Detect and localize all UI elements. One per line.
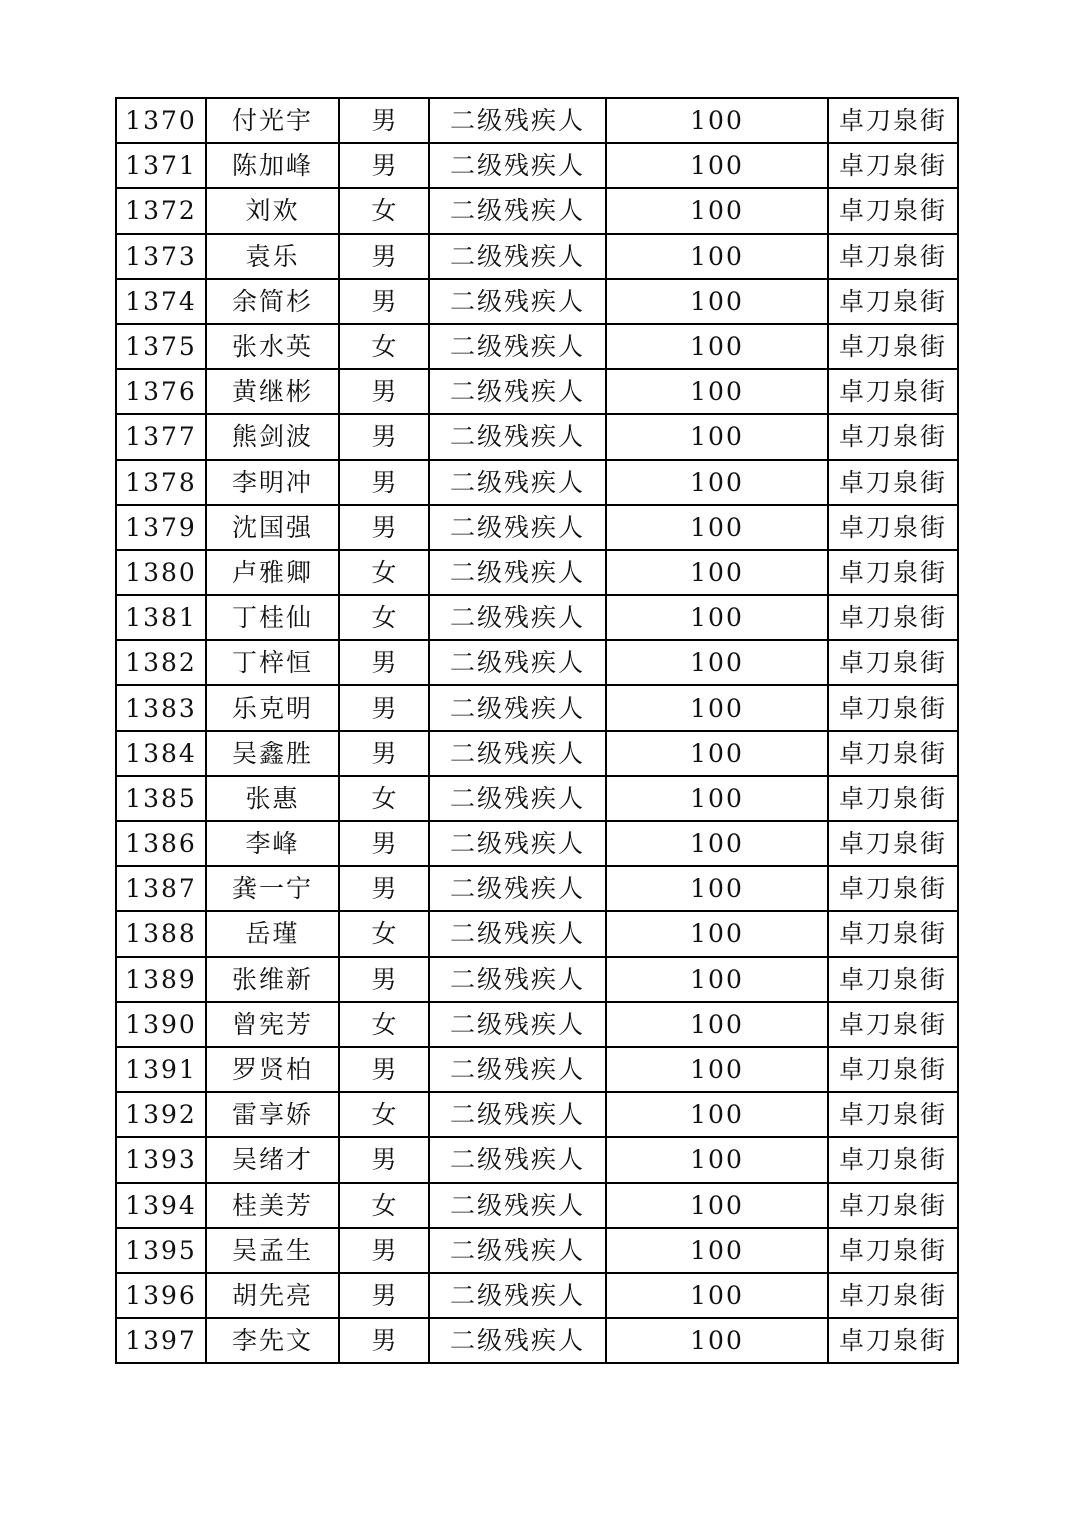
- gender-cell: 男: [339, 505, 429, 550]
- amount-cell: 100: [606, 821, 828, 866]
- street-cell: 卓刀泉街: [828, 911, 958, 956]
- gender-cell: 男: [339, 1273, 429, 1318]
- gender-cell: 男: [339, 1047, 429, 1092]
- table-row: [116, 731, 958, 776]
- gender-cell: 女: [339, 1092, 429, 1137]
- amount-cell: 100: [606, 1183, 828, 1228]
- gender-cell: 男: [339, 1318, 429, 1363]
- table-row: [116, 1273, 958, 1318]
- amount-cell: 100: [606, 640, 828, 685]
- amount-cell: 100: [606, 369, 828, 414]
- disability-level-cell: 二级残疾人: [429, 821, 606, 866]
- amount-cell: 100: [606, 1047, 828, 1092]
- serial-number-cell: 1393: [116, 1137, 206, 1182]
- person-name-cell: 曾宪芳: [206, 1002, 339, 1047]
- disability-level-cell: 二级残疾人: [429, 98, 606, 143]
- amount-cell: 100: [606, 1002, 828, 1047]
- disability-level-cell: 二级残疾人: [429, 640, 606, 685]
- gender-cell: 男: [339, 369, 429, 414]
- table-row: [116, 324, 958, 369]
- table-row: [116, 505, 958, 550]
- person-name-cell: 张维新: [206, 957, 339, 1002]
- street-cell: 卓刀泉街: [828, 1137, 958, 1182]
- street-cell: 卓刀泉街: [828, 1273, 958, 1318]
- disability-level-cell: 二级残疾人: [429, 460, 606, 505]
- street-cell: 卓刀泉街: [828, 1318, 958, 1363]
- disability-level-cell: 二级残疾人: [429, 188, 606, 233]
- street-cell: 卓刀泉街: [828, 1002, 958, 1047]
- gender-cell: 女: [339, 188, 429, 233]
- disability-level-cell: 二级残疾人: [429, 1273, 606, 1318]
- person-name-cell: 卢雅卿: [206, 550, 339, 595]
- disability-level-cell: 二级残疾人: [429, 234, 606, 279]
- disability-level-cell: 二级残疾人: [429, 1318, 606, 1363]
- amount-cell: 100: [606, 1273, 828, 1318]
- serial-number-cell: 1371: [116, 143, 206, 188]
- subsidy-table: [115, 97, 959, 1364]
- amount-cell: 100: [606, 98, 828, 143]
- serial-number-cell: 1390: [116, 1002, 206, 1047]
- gender-cell: 男: [339, 234, 429, 279]
- person-name-cell: 刘欢: [206, 188, 339, 233]
- table-row: [116, 460, 958, 505]
- disability-level-cell: 二级残疾人: [429, 1137, 606, 1182]
- person-name-cell: 熊剑波: [206, 414, 339, 459]
- gender-cell: 男: [339, 143, 429, 188]
- street-cell: 卓刀泉街: [828, 279, 958, 324]
- person-name-cell: 陈加峰: [206, 143, 339, 188]
- serial-number-cell: 1370: [116, 98, 206, 143]
- person-name-cell: 吴孟生: [206, 1228, 339, 1273]
- person-name-cell: 丁桂仙: [206, 595, 339, 640]
- amount-cell: 100: [606, 866, 828, 911]
- street-cell: 卓刀泉街: [828, 1047, 958, 1092]
- person-name-cell: 张惠: [206, 776, 339, 821]
- amount-cell: 100: [606, 143, 828, 188]
- amount-cell: 100: [606, 685, 828, 730]
- table-body: [116, 98, 958, 1363]
- person-name-cell: 吴绪才: [206, 1137, 339, 1182]
- serial-number-cell: 1381: [116, 595, 206, 640]
- serial-number-cell: 1376: [116, 369, 206, 414]
- disability-level-cell: 二级残疾人: [429, 1047, 606, 1092]
- amount-cell: 100: [606, 776, 828, 821]
- street-cell: 卓刀泉街: [828, 369, 958, 414]
- amount-cell: 100: [606, 911, 828, 956]
- serial-number-cell: 1392: [116, 1092, 206, 1137]
- table-row: [116, 866, 958, 911]
- disability-level-cell: 二级残疾人: [429, 866, 606, 911]
- disability-level-cell: 二级残疾人: [429, 1228, 606, 1273]
- street-cell: 卓刀泉街: [828, 731, 958, 776]
- disability-level-cell: 二级残疾人: [429, 685, 606, 730]
- table-row: [116, 414, 958, 459]
- table-row: [116, 821, 958, 866]
- person-name-cell: 沈国强: [206, 505, 339, 550]
- street-cell: 卓刀泉街: [828, 460, 958, 505]
- gender-cell: 男: [339, 1137, 429, 1182]
- person-name-cell: 罗贤柏: [206, 1047, 339, 1092]
- amount-cell: 100: [606, 731, 828, 776]
- street-cell: 卓刀泉街: [828, 1228, 958, 1273]
- person-name-cell: 张水英: [206, 324, 339, 369]
- disability-level-cell: 二级残疾人: [429, 324, 606, 369]
- table-row: [116, 1137, 958, 1182]
- street-cell: 卓刀泉街: [828, 188, 958, 233]
- table-row: [116, 957, 958, 1002]
- gender-cell: 女: [339, 324, 429, 369]
- gender-cell: 男: [339, 279, 429, 324]
- gender-cell: 女: [339, 595, 429, 640]
- gender-cell: 女: [339, 776, 429, 821]
- serial-number-cell: 1394: [116, 1183, 206, 1228]
- person-name-cell: 龚一宁: [206, 866, 339, 911]
- gender-cell: 女: [339, 1183, 429, 1228]
- table-row: [116, 1228, 958, 1273]
- gender-cell: 男: [339, 460, 429, 505]
- person-name-cell: 岳瑾: [206, 911, 339, 956]
- serial-number-cell: 1379: [116, 505, 206, 550]
- amount-cell: 100: [606, 1092, 828, 1137]
- amount-cell: 100: [606, 1137, 828, 1182]
- street-cell: 卓刀泉街: [828, 143, 958, 188]
- person-name-cell: 余简杉: [206, 279, 339, 324]
- disability-level-cell: 二级残疾人: [429, 550, 606, 595]
- disability-level-cell: 二级残疾人: [429, 731, 606, 776]
- table-row: [116, 234, 958, 279]
- gender-cell: 女: [339, 1002, 429, 1047]
- disability-level-cell: 二级残疾人: [429, 143, 606, 188]
- street-cell: 卓刀泉街: [828, 957, 958, 1002]
- person-name-cell: 桂美芳: [206, 1183, 339, 1228]
- street-cell: 卓刀泉街: [828, 505, 958, 550]
- gender-cell: 男: [339, 731, 429, 776]
- person-name-cell: 付光宇: [206, 98, 339, 143]
- disability-level-cell: 二级残疾人: [429, 414, 606, 459]
- person-name-cell: 黄继彬: [206, 369, 339, 414]
- gender-cell: 女: [339, 550, 429, 595]
- amount-cell: 100: [606, 324, 828, 369]
- table-row: [116, 279, 958, 324]
- person-name-cell: 袁乐: [206, 234, 339, 279]
- amount-cell: 100: [606, 414, 828, 459]
- person-name-cell: 李峰: [206, 821, 339, 866]
- serial-number-cell: 1382: [116, 640, 206, 685]
- street-cell: 卓刀泉街: [828, 234, 958, 279]
- serial-number-cell: 1386: [116, 821, 206, 866]
- serial-number-cell: 1383: [116, 685, 206, 730]
- person-name-cell: 胡先亮: [206, 1273, 339, 1318]
- person-name-cell: 李先文: [206, 1318, 339, 1363]
- disability-level-cell: 二级残疾人: [429, 595, 606, 640]
- amount-cell: 100: [606, 1318, 828, 1363]
- gender-cell: 男: [339, 821, 429, 866]
- street-cell: 卓刀泉街: [828, 640, 958, 685]
- serial-number-cell: 1375: [116, 324, 206, 369]
- street-cell: 卓刀泉街: [828, 98, 958, 143]
- gender-cell: 男: [339, 414, 429, 459]
- street-cell: 卓刀泉街: [828, 1092, 958, 1137]
- table-row: [116, 776, 958, 821]
- amount-cell: 100: [606, 460, 828, 505]
- amount-cell: 100: [606, 1228, 828, 1273]
- disability-level-cell: 二级残疾人: [429, 279, 606, 324]
- serial-number-cell: 1396: [116, 1273, 206, 1318]
- gender-cell: 男: [339, 98, 429, 143]
- table-row: [116, 98, 958, 143]
- amount-cell: 100: [606, 505, 828, 550]
- table-row: [116, 1047, 958, 1092]
- serial-number-cell: 1387: [116, 866, 206, 911]
- table-row: [116, 550, 958, 595]
- street-cell: 卓刀泉街: [828, 414, 958, 459]
- serial-number-cell: 1384: [116, 731, 206, 776]
- street-cell: 卓刀泉街: [828, 1183, 958, 1228]
- street-cell: 卓刀泉街: [828, 685, 958, 730]
- street-cell: 卓刀泉街: [828, 776, 958, 821]
- gender-cell: 男: [339, 957, 429, 1002]
- gender-cell: 男: [339, 640, 429, 685]
- serial-number-cell: 1397: [116, 1318, 206, 1363]
- disability-level-cell: 二级残疾人: [429, 1183, 606, 1228]
- disability-level-cell: 二级残疾人: [429, 957, 606, 1002]
- table-row: [116, 369, 958, 414]
- amount-cell: 100: [606, 550, 828, 595]
- gender-cell: 男: [339, 866, 429, 911]
- amount-cell: 100: [606, 279, 828, 324]
- table-row: [116, 595, 958, 640]
- serial-number-cell: 1389: [116, 957, 206, 1002]
- serial-number-cell: 1377: [116, 414, 206, 459]
- disability-level-cell: 二级残疾人: [429, 505, 606, 550]
- table-row: [116, 911, 958, 956]
- disability-level-cell: 二级残疾人: [429, 911, 606, 956]
- gender-cell: 男: [339, 1228, 429, 1273]
- street-cell: 卓刀泉街: [828, 550, 958, 595]
- street-cell: 卓刀泉街: [828, 324, 958, 369]
- serial-number-cell: 1372: [116, 188, 206, 233]
- amount-cell: 100: [606, 957, 828, 1002]
- table-row: [116, 1002, 958, 1047]
- table-row: [116, 1092, 958, 1137]
- table-row: [116, 188, 958, 233]
- table-row: [116, 143, 958, 188]
- serial-number-cell: 1373: [116, 234, 206, 279]
- amount-cell: 100: [606, 234, 828, 279]
- street-cell: 卓刀泉街: [828, 821, 958, 866]
- street-cell: 卓刀泉街: [828, 866, 958, 911]
- person-name-cell: 乐克明: [206, 685, 339, 730]
- serial-number-cell: 1391: [116, 1047, 206, 1092]
- serial-number-cell: 1388: [116, 911, 206, 956]
- gender-cell: 女: [339, 911, 429, 956]
- serial-number-cell: 1395: [116, 1228, 206, 1273]
- person-name-cell: 吴鑫胜: [206, 731, 339, 776]
- serial-number-cell: 1385: [116, 776, 206, 821]
- serial-number-cell: 1380: [116, 550, 206, 595]
- disability-level-cell: 二级残疾人: [429, 1092, 606, 1137]
- street-cell: 卓刀泉街: [828, 595, 958, 640]
- serial-number-cell: 1374: [116, 279, 206, 324]
- disability-level-cell: 二级残疾人: [429, 776, 606, 821]
- amount-cell: 100: [606, 595, 828, 640]
- table-row: [116, 640, 958, 685]
- person-name-cell: 雷享娇: [206, 1092, 339, 1137]
- person-name-cell: 丁梓恒: [206, 640, 339, 685]
- disability-level-cell: 二级残疾人: [429, 1002, 606, 1047]
- amount-cell: 100: [606, 188, 828, 233]
- serial-number-cell: 1378: [116, 460, 206, 505]
- disability-level-cell: 二级残疾人: [429, 369, 606, 414]
- person-name-cell: 李明冲: [206, 460, 339, 505]
- table-row: [116, 1183, 958, 1228]
- table-row: [116, 1318, 958, 1363]
- gender-cell: 男: [339, 685, 429, 730]
- table-row: [116, 685, 958, 730]
- document-page: [115, 97, 957, 1364]
